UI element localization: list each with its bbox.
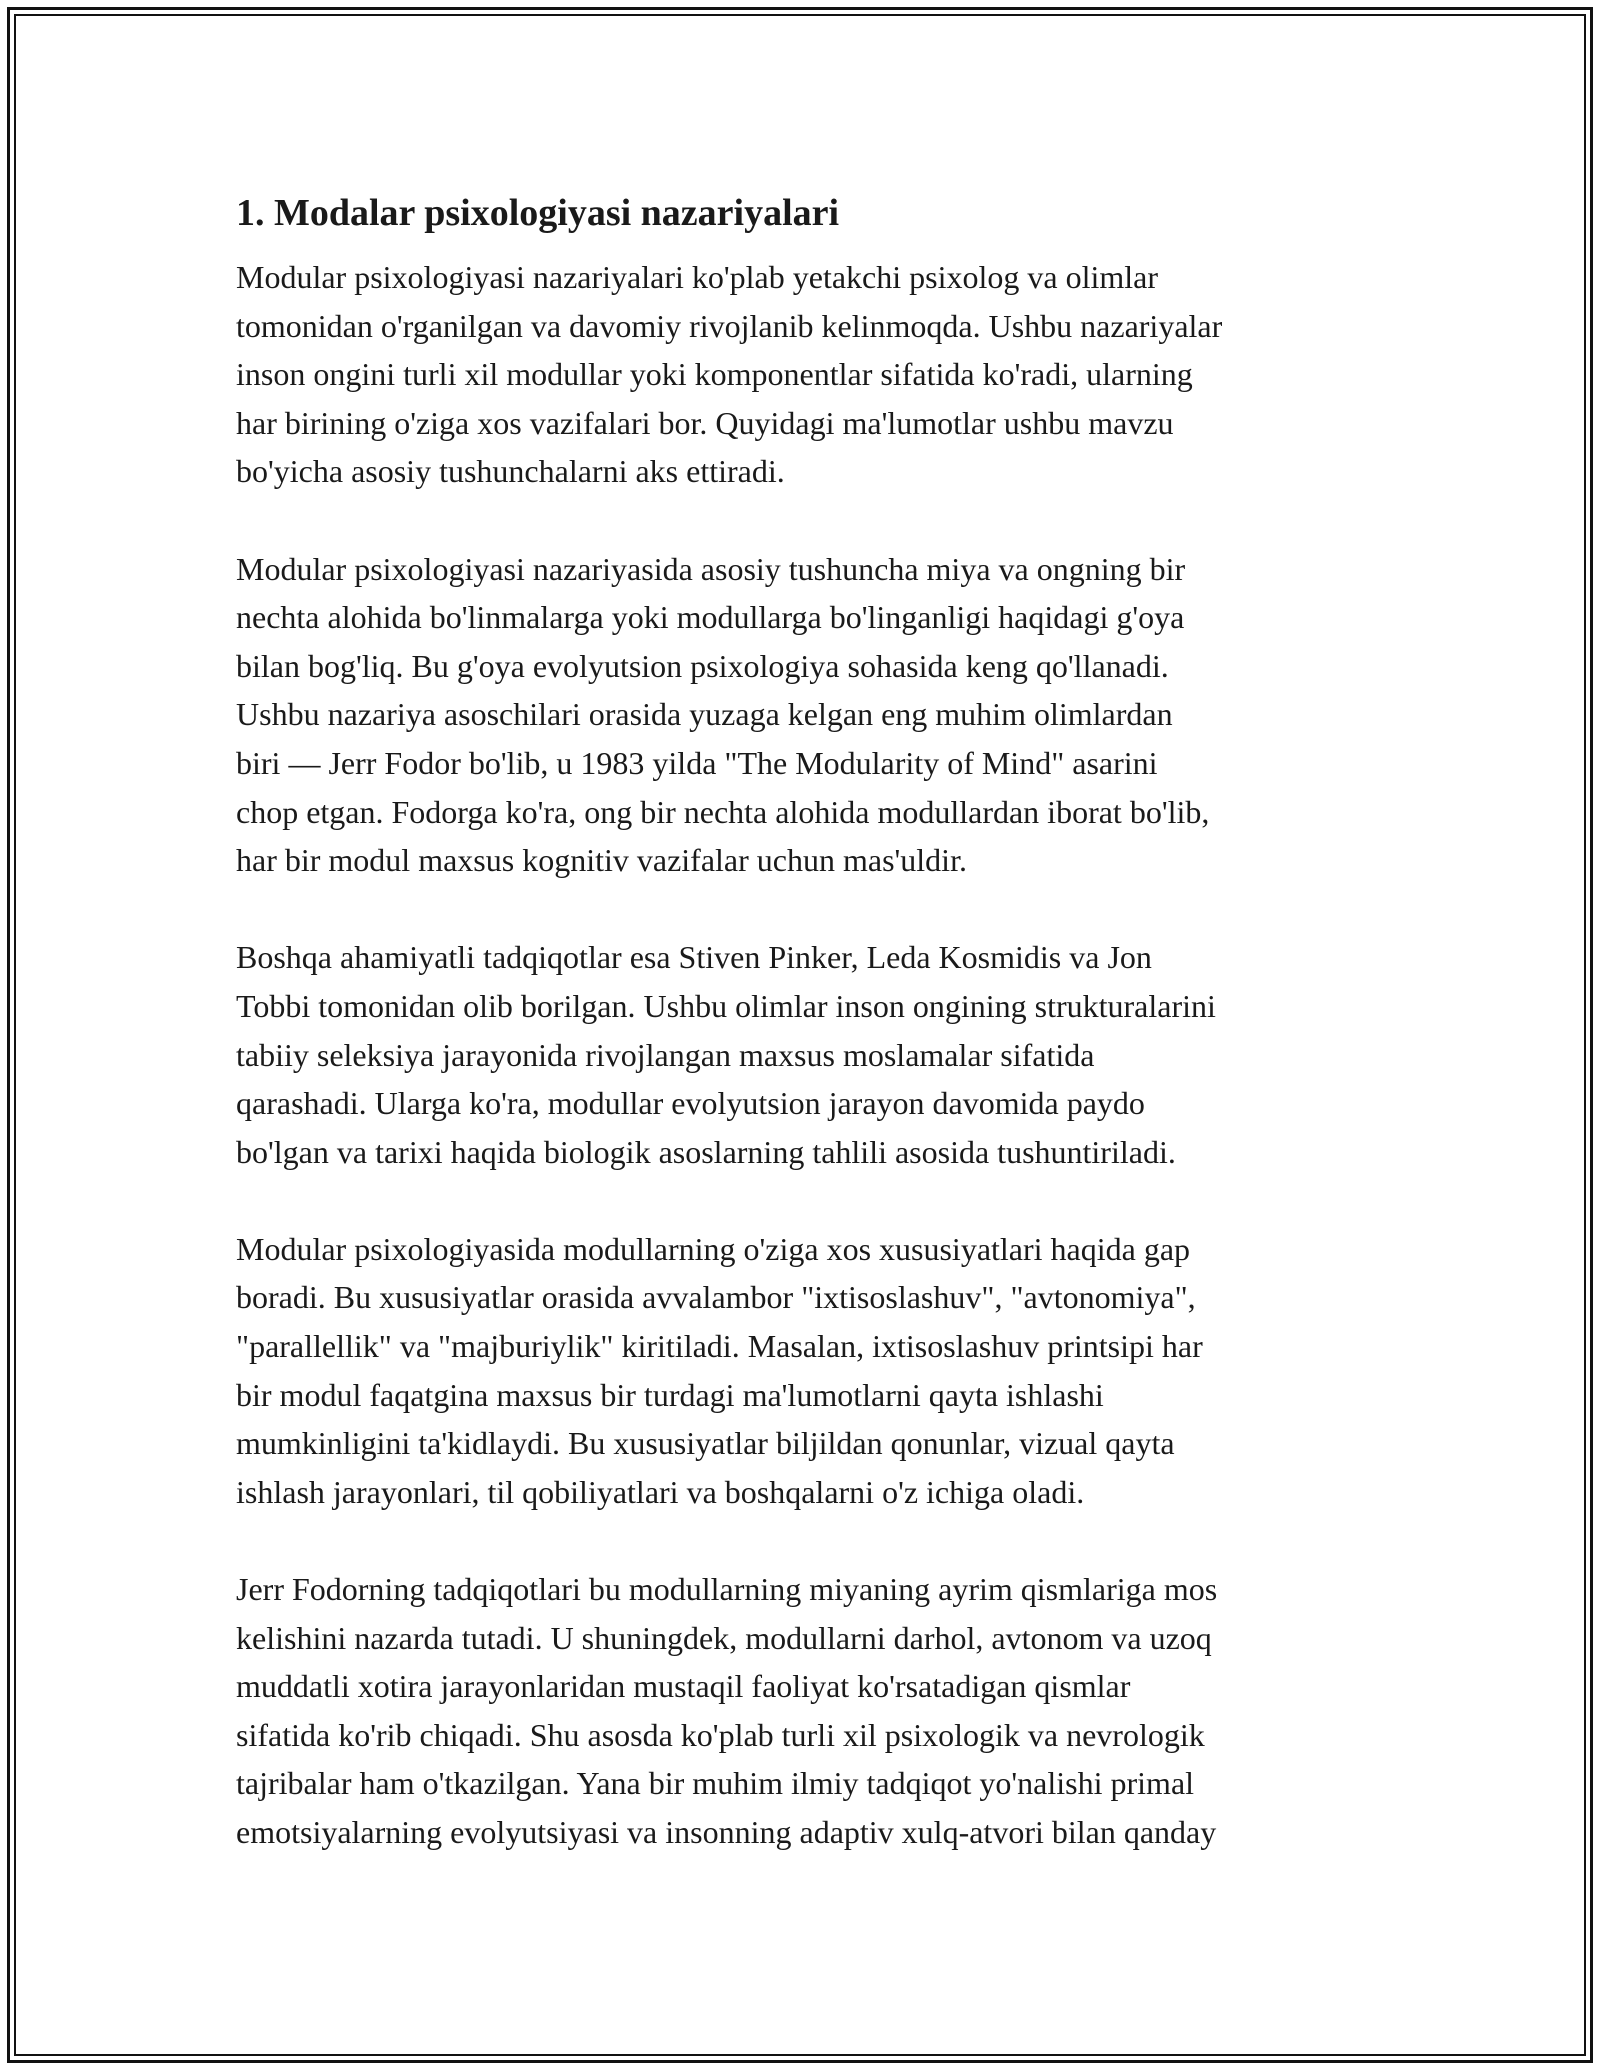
text-line: boradi. Bu xususiyatlar orasida avvalambor "ixtisoslashuv", "avtonomiya", [236, 1279, 1196, 1316]
text-line: kelishini nazarda tutadi. U shuningdek, modullarni darhol, avtonom va uzoq [236, 1619, 1212, 1656]
text-line: har bir modul maxsus kognitiv vazifalar uchun mas'uldir. [236, 842, 967, 879]
text-line: har birining o'ziga xos vazifalari bor. Quyidagi ma'lumotlar ushbu mavzu [236, 404, 1174, 441]
text-line: ishlash jarayonlari, til qobiliyatlari va boshqalarni o'z ichiga oladi. [236, 1473, 1085, 1510]
text-line: emotsiyalarning evolyutsiyasi va insonning adaptiv xulq-atvori bilan qanday [236, 1814, 1217, 1850]
text-line: Boshqa ahamiyatli tadqiqotlar esa Stiven Pinker, Leda Kosmidis va Jon [236, 939, 1152, 976]
paragraph-3 [236, 933, 1366, 1176]
text-line: qarashadi. Ularga ko'ra, modullar evolyutsion jarayon davomida paydo [236, 1085, 1145, 1122]
text-line: muddatli xotira jarayonlaridan mustaqil faoliyat ko'rsatadigan qismlar [236, 1668, 1131, 1705]
text-line: chop etgan. Fodorga ko'ra, ong bir nechta alohida modullardan iborat bo'lib, [236, 793, 1210, 830]
text-line: bilan bog'liq. Bu g'oya evolyutsion psixologiya sohasida keng qo'llanadi. [236, 647, 1169, 684]
text-line: inson ongini turli xil modullar yoki komponentlar sifatida ko'radi, ularning [236, 356, 1193, 393]
paragraph-4 [236, 1225, 1366, 1517]
text-line: Modular psixologiyasi nazariyalari ko'plab yetakchi psixolog va olimlar [236, 259, 1158, 295]
text-line: tomonidan o'rganilgan va davomiy rivojlanib kelinmoqda. Ushbu nazariyalar [236, 307, 1223, 344]
text-line: Tobbi tomonidan olib borilgan. Ushbu olimlar inson ongining strukturalarini [236, 987, 1216, 1024]
text-line: tabiiy seleksiya jarayonida rivojlangan maxsus moslamalar sifatida [236, 1036, 1095, 1073]
text-line: Ushbu nazariya asoschilari orasida yuzaga kelgan eng muhim olimlardan [236, 696, 1173, 733]
text-line: biri — Jerr Fodor bo'lib, u 1983 yilda "The Modularity of Mind" asarini [236, 744, 1158, 781]
text-line: tajribalar ham o'tkazilgan. Yana bir muhim ilmiy tadqiqot yo'nalishi primal [236, 1765, 1195, 1802]
paragraph-2 [236, 545, 1366, 885]
text-line: bo'lgan va tarixi haqida biologik asoslarning tahlili asosida tushuntiriladi. [236, 1133, 1176, 1170]
document-body [236, 185, 1366, 1905]
text-line: Modular psixologiyasida modullarning o'ziga xos xususiyatlari haqida gap [236, 1230, 1191, 1267]
text-line: Modular psixologiyasi nazariyasida asosiy tushuncha miya va ongning bir [236, 550, 1186, 587]
text-line: "parallellik" va "majburiylik" kiritiladi. Masalan, ixtisoslashuv printsipi har [236, 1328, 1203, 1365]
text-line: nechta alohida bo'linmalarga yoki modullarga bo'linganligi haqidagi g'oya [236, 599, 1185, 636]
page-title: 1. Modalar psixologiyasi nazariyalari [236, 192, 840, 234]
paragraph-1 [236, 253, 1366, 496]
text-line: mumkinligini ta'kidlaydi. Bu xususiyatlar biljildan qonunlar, vizual qayta [236, 1425, 1175, 1462]
text-line: bir modul faqatgina maxsus bir turdagi ma'lumotlarni qayta ishlashi [236, 1376, 1104, 1413]
text-line: bo'yicha asosiy tushunchalarni aks ettiradi. [236, 453, 785, 490]
text-line: sifatida ko'rib chiqadi. Shu asosda ko'plab turli xil psixologik va nevrologik [236, 1716, 1205, 1753]
text-line: Jerr Fodorning tadqiqotlari bu modullarning miyaning ayrim qismlariga mos [236, 1571, 1218, 1608]
paragraph-5 [236, 1565, 1366, 1857]
